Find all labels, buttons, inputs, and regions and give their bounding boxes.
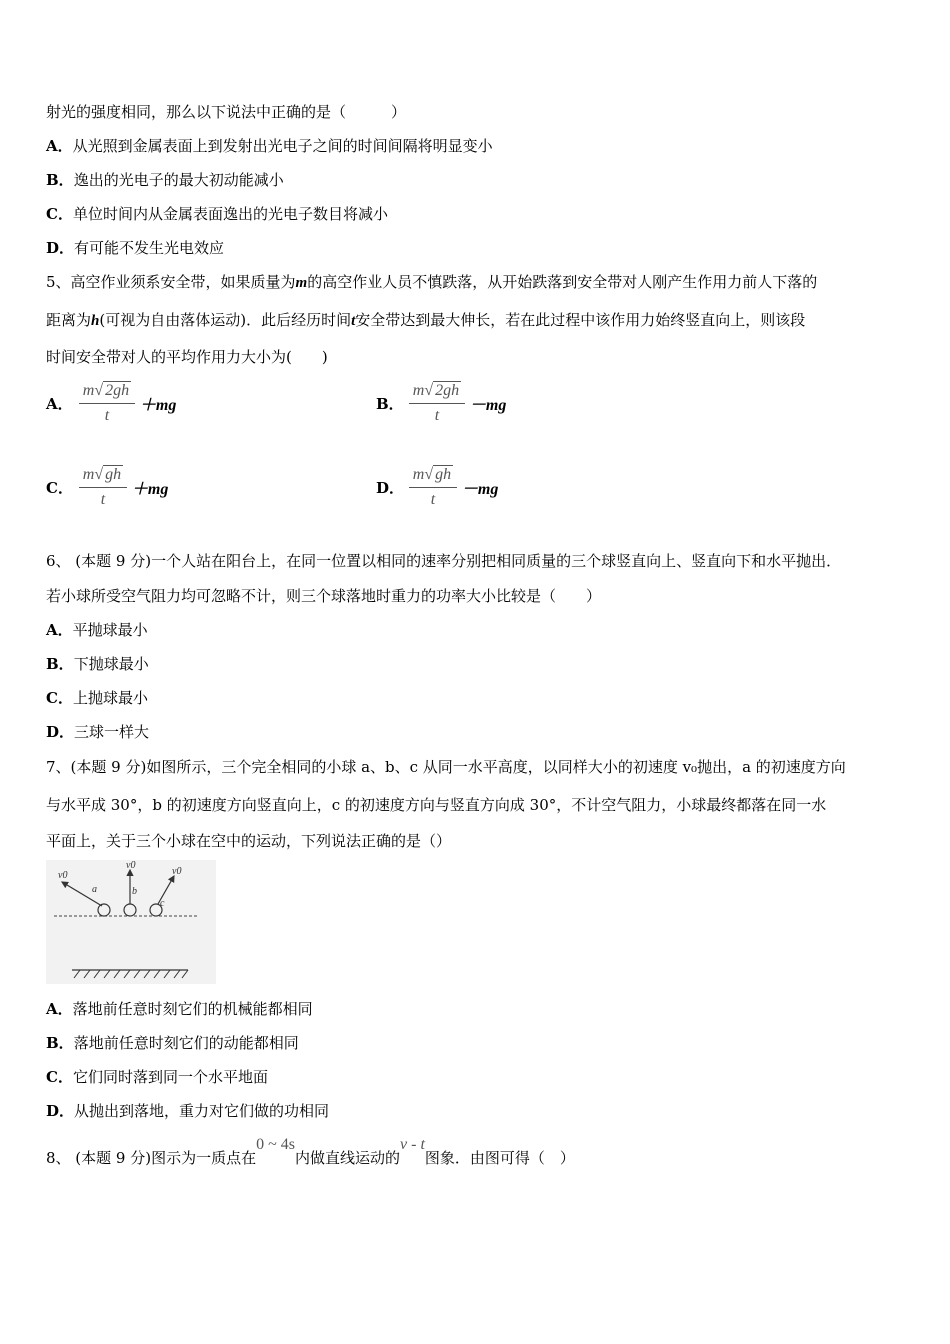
q7-option-d[interactable] xyxy=(46,1101,329,1121)
q5-option-d[interactable] xyxy=(376,466,498,509)
denominator: t xyxy=(430,491,436,508)
q8-text: 图象．由图可得（ ） xyxy=(424,1149,575,1167)
option-label: B． xyxy=(46,1034,74,1052)
label-c: c xyxy=(160,898,165,909)
option-label: D． xyxy=(46,239,75,257)
q5-option-a[interactable] xyxy=(46,382,176,425)
frac-m: m xyxy=(412,382,425,399)
q6-stem-line2: 若小球所受空气阻力均可忽略不计，则三个球落地时重力的功率大小比较是（ ） xyxy=(46,587,602,605)
sqrt-icon: √ gh xyxy=(94,466,122,483)
option-label: B． xyxy=(376,395,404,413)
option-label: D． xyxy=(376,479,405,497)
option-label: C． xyxy=(46,205,73,223)
q8-stem xyxy=(46,1136,575,1169)
option-label: B． xyxy=(46,171,74,189)
ground-hatch xyxy=(74,970,188,978)
fraction xyxy=(409,382,465,425)
option-text: 下抛球最小 xyxy=(73,655,149,673)
frac-m: m xyxy=(82,382,95,399)
option-text: 落地前任意时刻它们的动能都相同 xyxy=(73,1034,299,1052)
sqrt-icon: √ gh xyxy=(424,466,452,483)
q5-stem-line2 xyxy=(46,310,805,331)
q8-text: 8、 (本题 9 分)图示为一质点在 xyxy=(46,1149,257,1167)
option-tail: －mg xyxy=(461,481,499,498)
q4-option-b[interactable] xyxy=(46,170,284,190)
q8-text: 内做直线运动的 xyxy=(295,1149,401,1167)
v0-label-b: v0 xyxy=(126,860,136,871)
q7-figure xyxy=(46,860,216,984)
projectile-diagram xyxy=(46,860,216,984)
option-text: 三球一样大 xyxy=(74,723,150,741)
denominator: t xyxy=(100,491,106,508)
fraction xyxy=(409,466,457,509)
q7-stem-line3: 平面上，关于三个小球在空中的运动，下列说法正确的是（） xyxy=(46,832,452,850)
option-tail: ＋mg xyxy=(131,481,169,498)
radicand: 2gh xyxy=(105,382,130,399)
option-label: C． xyxy=(46,1068,73,1086)
frac-m: m xyxy=(82,466,95,483)
option-tail: －mg xyxy=(469,397,507,414)
radicand: gh xyxy=(435,466,452,483)
q5-stem-line1 xyxy=(46,272,817,293)
q4-option-c[interactable] xyxy=(46,204,388,224)
option-text: 有可能不发生光电效应 xyxy=(74,239,225,257)
time-range-math: 0 ~ 4s xyxy=(256,1136,295,1153)
option-text: 它们同时落到同一个水平地面 xyxy=(72,1068,268,1086)
q4-option-d[interactable] xyxy=(46,238,224,258)
q7-option-c[interactable] xyxy=(46,1067,268,1087)
frac-m: m xyxy=(412,466,425,483)
option-tail: ＋mg xyxy=(139,397,177,414)
q6-option-a[interactable] xyxy=(46,620,148,640)
option-label: B． xyxy=(46,655,74,673)
q7-stem-line1: 7、(本题 9 分)如图所示，三个完全相同的小球 a、b、c 从同一水平高度，以同样大小的初速度 v₀抛出，a 的初速度方向 xyxy=(46,758,846,776)
q5-text: 安全带达到最大伸长，若在此过程中该作用力始终竖直向上，则该段 xyxy=(355,311,806,329)
option-text: 逸出的光电子的最大初动能减小 xyxy=(73,171,284,189)
option-text: 从光照到金属表面上到发射出光电子之间的时间间隔将明显变小 xyxy=(72,137,493,155)
option-label: D． xyxy=(46,1102,75,1120)
q5-text: 距离为 xyxy=(46,311,92,329)
sqrt-icon: √ 2gh xyxy=(94,382,130,399)
q5-option-c[interactable] xyxy=(46,466,168,509)
option-label: A． xyxy=(46,621,73,639)
radicand: gh xyxy=(105,466,122,483)
q6-stem-line1: 6、 (本题 9 分)一个人站在阳台上，在同一位置以相同的速率分别把相同质量的三个球竖直向上、竖直向下和水平抛出． xyxy=(46,552,842,570)
q5-stem-line3: 时间安全带对人的平均作用力大小为( ) xyxy=(46,348,328,366)
option-label: A． xyxy=(46,1000,73,1018)
option-label: C． xyxy=(46,689,73,707)
q6-option-b[interactable] xyxy=(46,654,149,674)
v0-label-c: v0 xyxy=(172,866,182,877)
option-label: C． xyxy=(46,479,73,497)
q7-option-a[interactable] xyxy=(46,999,313,1019)
fraction xyxy=(79,382,135,425)
var-t: t xyxy=(351,313,356,329)
option-text: 单位时间内从金属表面逸出的光电子数目将减小 xyxy=(72,205,388,223)
var-m: m xyxy=(295,275,308,291)
denominator: t xyxy=(104,407,110,424)
q5-text: (可视为自由落体运动)．此后经历时间 xyxy=(99,311,352,329)
option-text: 落地前任意时刻它们的机械能都相同 xyxy=(72,1000,313,1018)
q7-option-b[interactable] xyxy=(46,1033,299,1053)
ball-a xyxy=(98,904,110,916)
option-label: D． xyxy=(46,723,75,741)
vt-math: v - t xyxy=(400,1136,425,1153)
sqrt-icon: √ 2gh xyxy=(424,382,460,399)
q5-text: 5、高空作业须系安全带，如果质量为 xyxy=(46,273,296,291)
option-text: 从抛出到落地，重力对它们做的功相同 xyxy=(74,1102,330,1120)
option-text: 平抛球最小 xyxy=(72,621,148,639)
v0-label-a: v0 xyxy=(58,870,68,881)
option-label: A． xyxy=(46,137,73,155)
option-text: 上抛球最小 xyxy=(72,689,148,707)
q5-text: 的高空作业人员不慎跌落，从开始跌落到安全带对人刚产生作用力前人下落的 xyxy=(307,273,818,291)
option-label: A． xyxy=(46,395,73,413)
var-h: h xyxy=(91,313,100,329)
q4-option-a[interactable] xyxy=(46,136,493,156)
q6-option-c[interactable] xyxy=(46,688,148,708)
radicand: 2gh xyxy=(435,382,460,399)
ball-b xyxy=(124,904,136,916)
q6-option-d[interactable] xyxy=(46,722,149,742)
question-intro: 射光的强度相同，那么以下说法中正确的是（ ） xyxy=(46,103,407,121)
q7-stem-line2: 与水平成 30°，b 的初速度方向竖直向上，c 的初速度方向与竖直方向成 30°，不计空气阻力，小球最终都落在同一水 xyxy=(46,796,827,814)
label-a: a xyxy=(92,884,97,895)
label-b: b xyxy=(132,886,137,897)
denominator: t xyxy=(434,407,440,424)
fraction xyxy=(79,466,127,509)
q5-option-b[interactable] xyxy=(376,382,506,425)
